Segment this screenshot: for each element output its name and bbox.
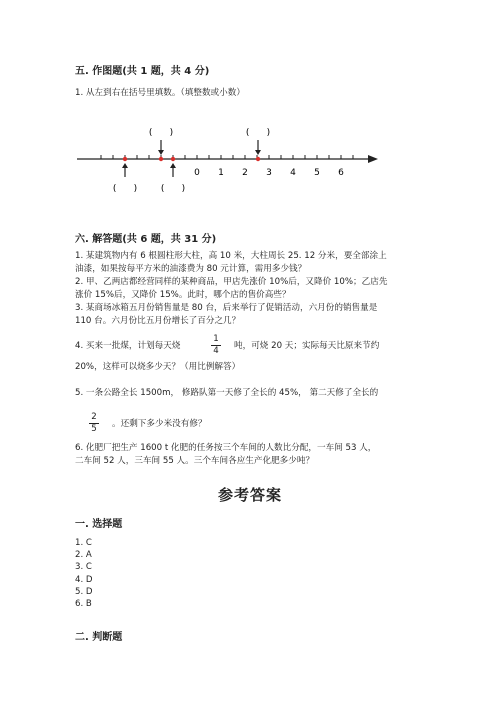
tick-label-6: 6 bbox=[338, 168, 344, 178]
answer-blank-b: ( ) bbox=[148, 128, 174, 138]
section5-heading: 五. 作图题(共 1 题，共 4 分) bbox=[75, 66, 210, 77]
list-item: 2. A bbox=[75, 550, 92, 561]
section6-question3: 3. 某商场冰箱五月份销售量是 80 台，后来举行了促销活动，六月份的销售量是 110 台。六月份比五月份增长了百分之几？ bbox=[75, 303, 378, 326]
tick-label-4: 4 bbox=[290, 168, 296, 178]
list-item: 5. D bbox=[75, 586, 93, 597]
q4-fraction: 1 4 bbox=[210, 334, 222, 357]
tick-label-5: 5 bbox=[314, 168, 320, 178]
section6-heading: 六. 解答题(共 6 题，共 31 分) bbox=[75, 234, 217, 245]
number-line-point-d bbox=[256, 157, 260, 161]
q5-fraction: 2 5 bbox=[88, 412, 100, 435]
number-line-arrowhead bbox=[368, 155, 378, 163]
section6-question5-part2: 。还剩下多少米没有修？ bbox=[112, 419, 207, 429]
tick-label-2: 2 bbox=[242, 168, 248, 178]
number-line-point-b bbox=[159, 157, 163, 161]
section6-question4-line2: 20%，这样可以烧多少天？（用比例解答） bbox=[75, 362, 241, 372]
list-item: 1. C bbox=[75, 538, 92, 548]
section6-question1: 1. 某建筑物内有 6 根圆柱形大柱，高 10 米，大柱周长 25. 12 分米，要全部涂上 油漆，如果按每平方米的油漆费为 80 元计算，需用多少钱？ bbox=[75, 251, 387, 274]
answers-section2-heading: 二. 判断题 bbox=[75, 632, 123, 643]
tick-label-1: 1 bbox=[218, 168, 224, 178]
section5-question1: 1. 从左到右在括号里填数。（填整数或小数） bbox=[75, 88, 245, 98]
answer-blank-a: ( ) bbox=[112, 184, 138, 194]
list-item: 4. D bbox=[75, 574, 93, 585]
answer-blank-d: ( ) bbox=[245, 128, 271, 138]
choice-answers-list bbox=[75, 537, 93, 610]
section6-question4-part1: 4. 买来一批煤，计划每天烧 bbox=[75, 341, 181, 351]
number-line-ticks bbox=[101, 155, 353, 159]
list-item: 6. B bbox=[75, 599, 92, 610]
section6-question4-part2: 吨，可烧 20 天；实际每天比原来节约 bbox=[234, 341, 380, 351]
number-line-figure bbox=[70, 124, 390, 200]
answers-section1-heading: 一. 选择题 bbox=[75, 519, 123, 530]
answer-blank-c: ( ) bbox=[160, 184, 186, 194]
section6-question6: 6. 化肥厂把生产 1600 t 化肥的任务按三个车间的人数比分配，一车间 53 人， 二车间 52 人，三车间 55 人。三个车间各应生产化肥多少吨？ bbox=[75, 443, 377, 466]
number-line-point-c bbox=[171, 157, 175, 161]
section6-question2: 2. 甲、乙两店都经营同样的某种商品，甲店先涨价 10%后，又降价 10%；乙店先 涨价 15%后，又降价 15%。此时，哪个店的售价高些？ bbox=[75, 277, 388, 300]
section6-question5-line1: 5. 一条公路全长 1500m， 修路队第一天修了全长的 45%， 第二天修了全长的 bbox=[75, 388, 379, 398]
tick-label-0: 0 bbox=[194, 168, 200, 178]
answer-key-title: 参考答案 bbox=[218, 486, 283, 504]
number-line-point-a bbox=[123, 157, 127, 161]
list-item: 3. C bbox=[75, 562, 92, 573]
tick-label-3: 3 bbox=[266, 168, 272, 178]
